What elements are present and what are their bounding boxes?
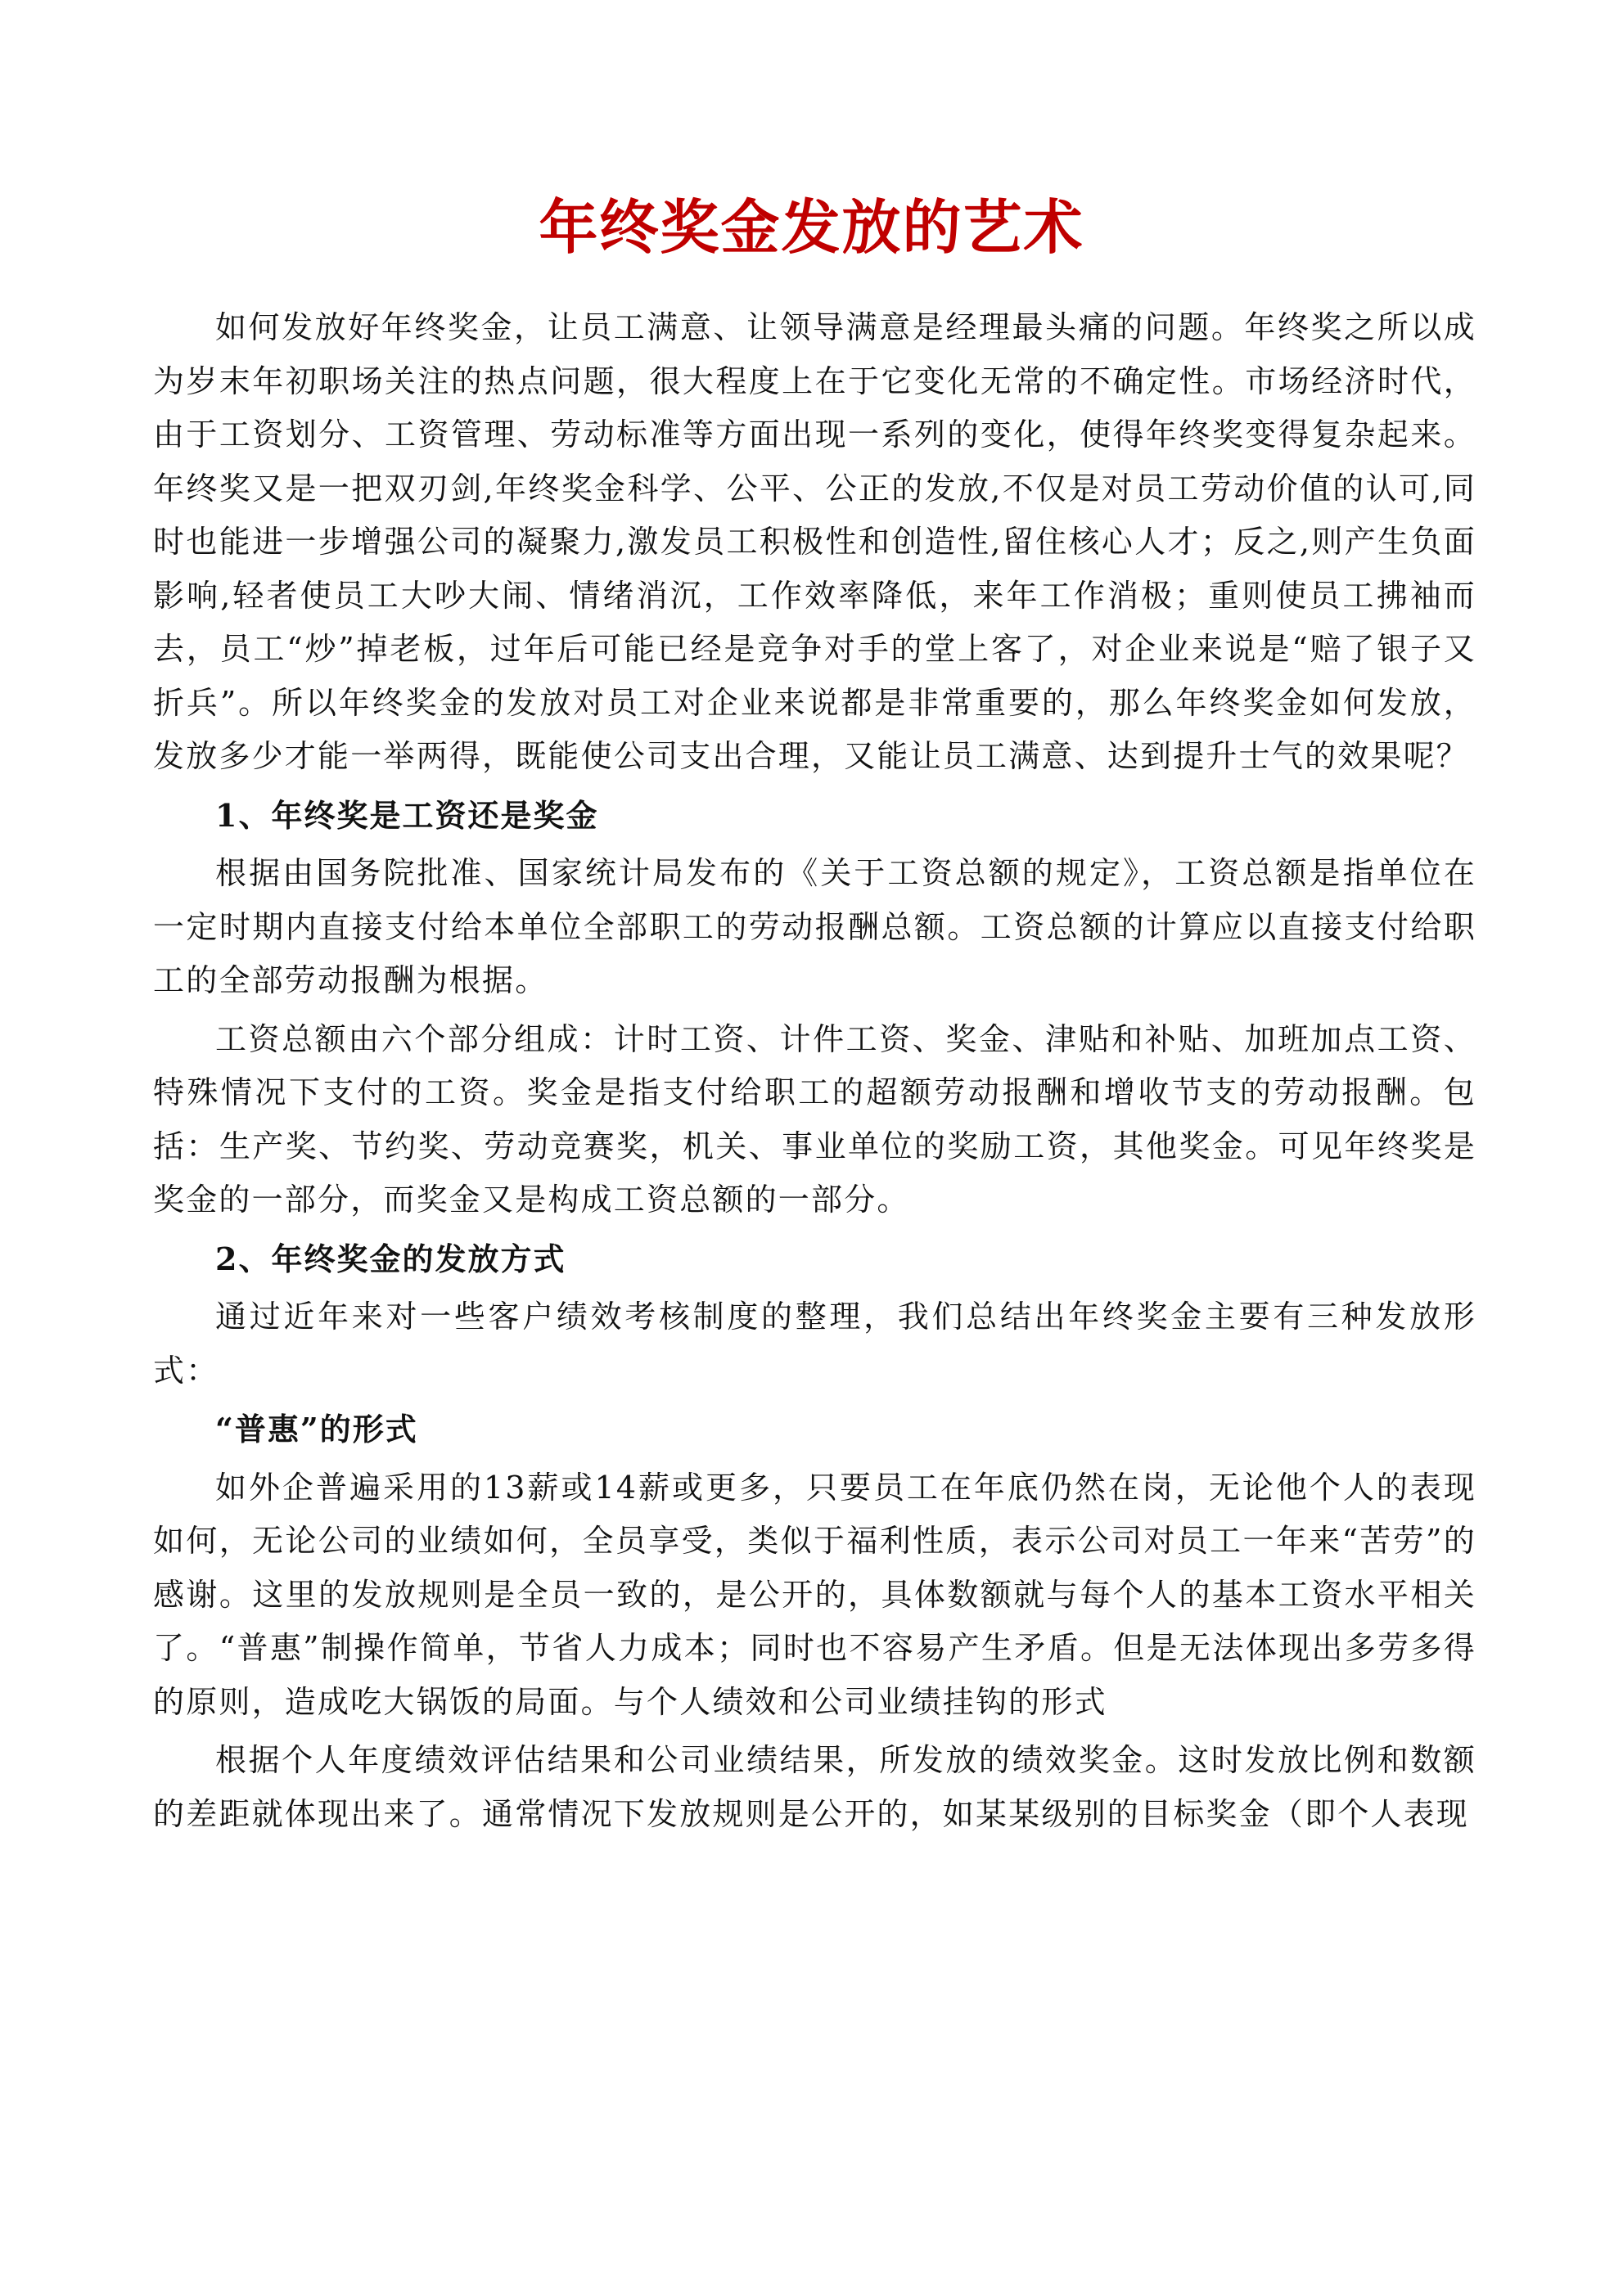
paragraph-intro: 如何发放好年终奖金，让员工满意、让领导满意是经理最头痛的问题。年终奖之所以成为岁末年初职场关注的热点问题，很大程度上在于它变化无常的不确定性。市场经济时代，由于工资划分、工资管理、劳动标准等方面出现一系列的变化，使得年终奖变得复杂起来。年终奖又是一把双刃剑,年终奖金科学、公平、公正的发放,不仅是对员工劳动价值的认可,同时也能进一步增强公司的凝聚力,激发员工积极性和创造性,留住核心人才；反之,则产生负面影响,轻者使员工大吵大闹、情绪消沉，工作效率降低，来年工作消极；重则使员工拂袖而去，员工“炒”掉老板，过年后可能已经是竞争对手的堂上客了，对企业来说是“赔了银子又折兵”。所以年终奖金的发放对员工对企业来说都是非常重要的，那么年终奖金如何发放，发放多少才能一举两得，既能使公司支出合理，又能让员工满意、达到提升士气的效果呢？ bbox=[153, 309, 1476, 774]
document-title: 年终奖金发放的艺术 bbox=[539, 193, 1084, 262]
paragraph-1: 根据由国务院批准、国家统计局发布的《关于工资总额的规定》，工资总额是指单位在一定时期内直接支付给本单位全部职工的劳动报酬总额。工资总额的计算应以直接支付给职工的全部劳动报酬为根据。 bbox=[153, 855, 1476, 998]
paragraph-3: 通过近年来对一些客户绩效考核制度的整理，我们总结出年终奖金主要有三种发放形式： bbox=[153, 1299, 1476, 1389]
paragraph-5: 根据个人年度绩效评估结果和公司业绩结果，所发放的绩效奖金。这时发放比例和数额的差距就体现出来了。通常情况下发放规则是公开的，如某某级别的目标奖金（即个人表现 bbox=[153, 1742, 1476, 1832]
paragraph-2: 工资总额由六个部分组成：计时工资、计件工资、奖金、津贴和补贴、加班加点工资、特殊情况下支付的工资。奖金是指支付给职工的超额劳动报酬和增收节支的劳动报酬。包括：生产奖、节约奖、劳动竞赛奖，机关、事业单位的奖励工资，其他奖金。可见年终奖是奖金的一部分，而奖金又是构成工资总额的一部分。 bbox=[153, 1020, 1476, 1218]
document-body bbox=[153, 301, 1476, 1846]
section-heading-3: “普惠”的形式 bbox=[215, 1411, 418, 1447]
section-heading-1: 1、年终奖是工资还是奖金 bbox=[215, 796, 599, 834]
paragraph-4: 如外企普遍采用的13薪或14薪或更多，只要员工在年底仍然在岗，无论他个人的表现如何，无论公司的业绩如何，全员享受，类似于福利性质，表示公司对员工一年来“苦劳”的感谢。这里的发放规则是全员一致的，是公开的，具体数额就与每个人的基本工资水平相关了。“普惠”制操作简单，节省人力成本；同时也不容易产生矛盾。但是无法体现出多劳多得的原则，造成吃大锅饭的局面。与个人绩效和公司业绩挂钩的形式 bbox=[153, 1469, 1476, 1720]
section-heading-2: 2、年终奖金的发放方式 bbox=[215, 1240, 566, 1277]
